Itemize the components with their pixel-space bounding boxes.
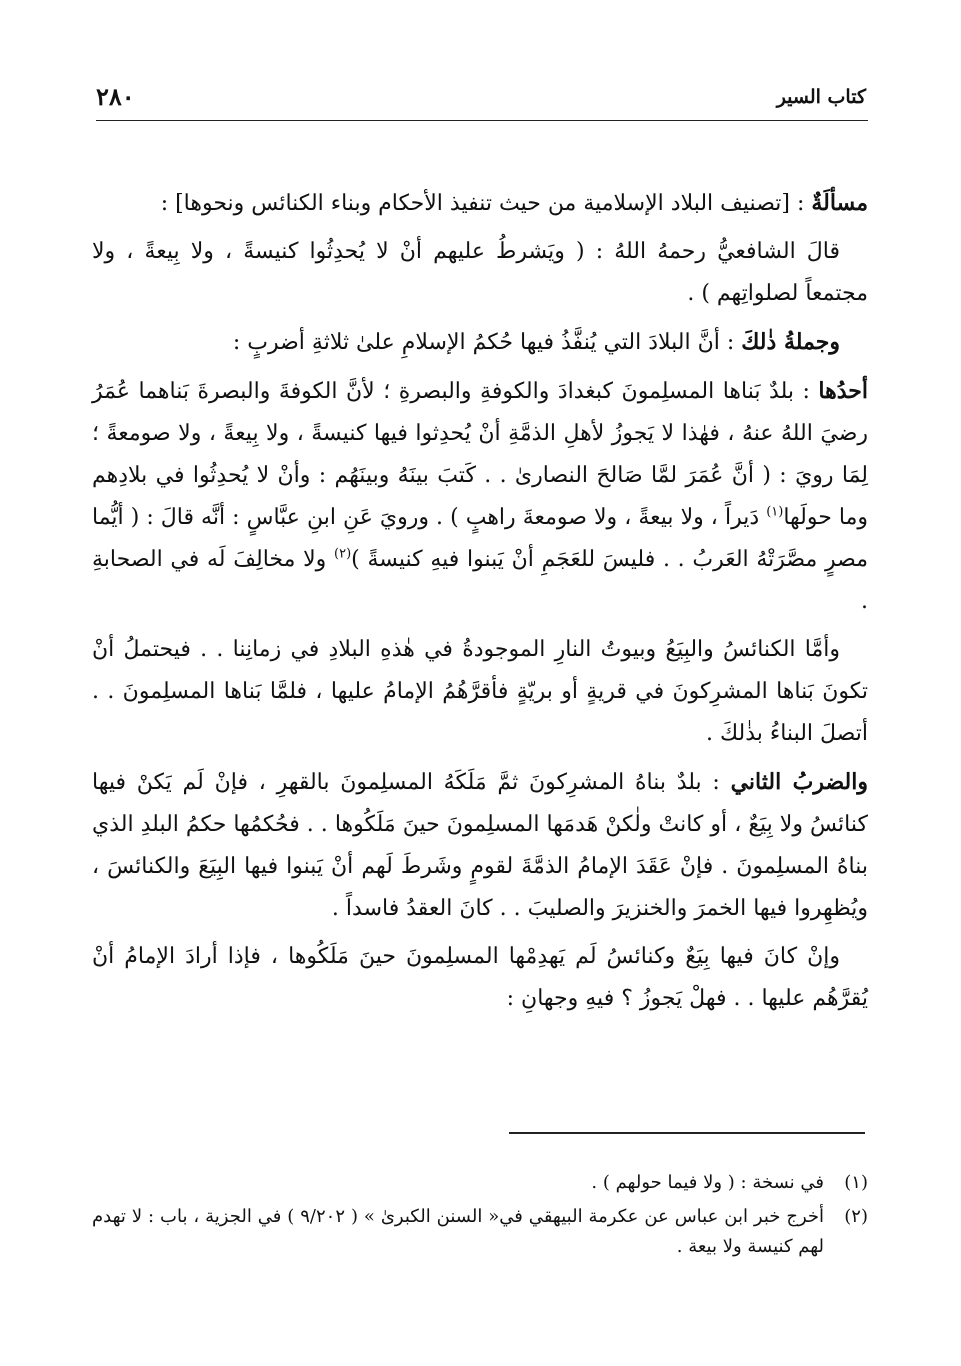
- paragraph-first-type: [92, 370, 868, 623]
- paragraph-second-type: [92, 761, 868, 930]
- running-header: [96, 82, 866, 116]
- footnote-ref-2[interactable]: (٢): [334, 546, 352, 562]
- footnote-2: [92, 1202, 868, 1262]
- paragraph-lead: أحدُها: [818, 378, 868, 404]
- footnotes: [92, 1168, 868, 1266]
- page-number: ٢٨٠: [96, 82, 135, 111]
- footnote-number: (١): [844, 1172, 868, 1193]
- paragraph-text: : بلدٌ بناهُ المشرِكونَ ثمَّ مَلَكَهُ المسلِمونَ بالقهرِ ، فإنْ لَم يَكنْ فيها كنائسُ ولا بِيَعٌ ، أو كانتْ ولٰكنْ هَدمَها المسلِمونَ حينَ مَلَكُوها . . فحُكمُها حكمُ البلدِ الذي بناهُ المسلِمونَ . فإنْ عَقَدَ الإمامُ الذمَّةَ لقومٍ وشَرطَ لَهم أنْ يَبنوا فيها البِيَعَ والكنائسَ ، ويُظهِروا فيها الخمرَ والخنزيرَ والصليبَ . . كانَ العقدُ فاسداً .: [92, 770, 868, 921]
- header-rule: [96, 120, 868, 121]
- footnote-1: [92, 1168, 868, 1198]
- paragraph-question: [92, 182, 868, 225]
- paragraph-churches-now: [92, 629, 868, 755]
- paragraph-text: وأمَّا الكنائسُ والبِيَعُ وبيوتُ النارِ الموجودةُ في هٰذهِ البلادِ في زمانِنا . . فيحتملُ أنْ تكونَ بَناها المشرِكونَ في قريةٍ أو بريّةٍ فأقرَّهُمُ الإمامُ عليها ، فلمَّا بَناها المسلِمونَ . . أتصلَ البناءُ بذٰلكَ .: [92, 637, 868, 746]
- header-title: كتاب السير: [776, 86, 866, 108]
- footnote-ref-1[interactable]: (١): [766, 504, 784, 520]
- paragraph-text-end: ولا مخالِفَ لَه في الصحابةِ .: [92, 547, 868, 614]
- paragraph-text: : أنَّ البلادَ التي يُنفَّذُ فيها حُكمُ الإسلامِ علىٰ ثلاثةِ أضربٍ :: [232, 330, 742, 355]
- paragraph-shafii-quote: [92, 231, 868, 315]
- footnote-separator: [509, 1132, 865, 1134]
- paragraph-text: : بلدٌ بَناها المسلِمونَ كبغدادَ والكوفةِ والبصرةِ ؛ لأنَّ الكوفةَ والبصرةَ بَناهما عُمَرُ رضيَ اللهُ عنهُ ، فهٰذا لا يَجوزُ لأهلِ الذمَّةِ أنْ يُحدِثوا فيها كنيسةً ، ولا بِيعةً ، ولا صومعةً ؛ لِمَا رويَ : ( أنَّ عُمَرَ لمَّا صَالحَ النصارىٰ . . كَتبَ بينَهُ وبينَهُم : وأنْ لا يُحدِثُوا في بلادِهم وما حولَها: [92, 379, 868, 530]
- footnote-text: في نسخة : ( ولا فيما حولهم ) .: [591, 1172, 824, 1193]
- footnote-text: أخرج خبر ابن عباس عن عكرمة البيهقي في« السنن الكبرىٰ » ( ٩/٢٠٢ ) في الجزية ، باب : لا تهدم لهم كنيسة ولا بيعة .: [92, 1206, 825, 1257]
- paragraph-lead: مسألَةٌ: [811, 190, 868, 216]
- main-text: [92, 182, 868, 1026]
- paragraph-text: : [تصنيف البلاد الإسلامية من حيث تنفيذ الأحكام وبناء الكنائس ونحوها] :: [160, 191, 812, 216]
- paragraph-text: قالَ الشافعيُّ رحمهُ اللهُ : ( ويَشرطُ عليهم أنْ لا يُحدِثُوا كنيسةً ، ولا بِيعةً ، ولا مجتمعاً لصلواتِهم ) .: [92, 239, 868, 306]
- paragraph-summary: [92, 321, 868, 364]
- paragraph-lead: والضربُ الثاني: [730, 769, 868, 795]
- paragraph-lead: وجملةُ ذٰلكَ: [741, 329, 840, 355]
- footnote-number: (٢): [844, 1206, 868, 1227]
- paragraph-text: وإنْ كانَ فيها بِيَعٌ وكنائسُ لَم يَهدِمْها المسلِمونَ حينَ مَلَكُوها ، فإذا أرادَ الإمامُ أنْ يُقرَّهُم عليها . . فهلْ يَجوزُ ؟ فيهِ وجهانِ :: [92, 944, 868, 1011]
- paragraph-existing-churches: [92, 936, 868, 1020]
- paragraph-text-continued: دَيراً ، ولا بيعةً ، ولا صومعةَ راهبٍ ) . ورويَ عَنِ ابنِ عبَّاسٍ : أنَّه قالَ : ( أيُّما مصرٍ مصَّرَتْهُ العَربُ . . فليسَ للعَجَمِ أنْ يَبنوا فيهِ كنيسةً ): [92, 505, 869, 572]
